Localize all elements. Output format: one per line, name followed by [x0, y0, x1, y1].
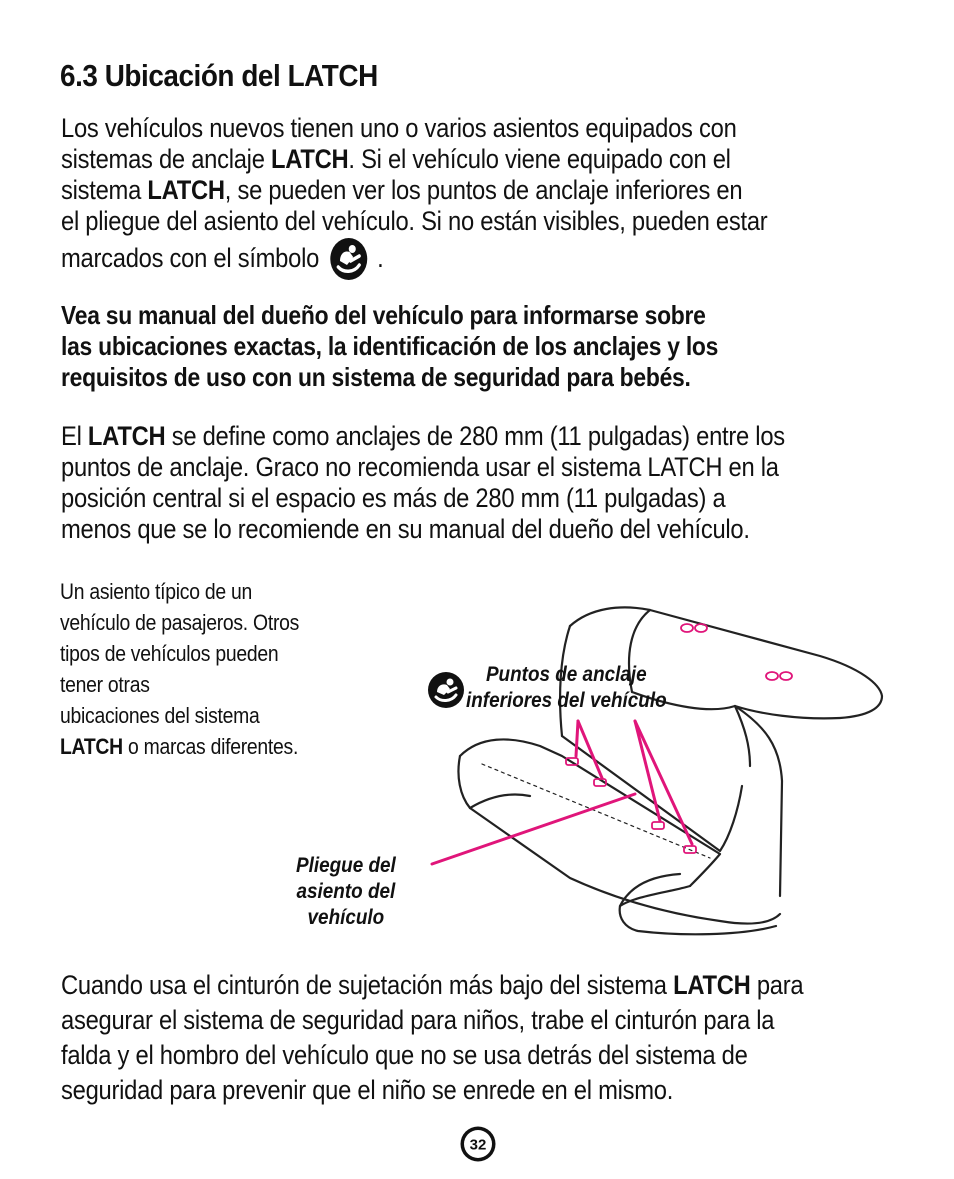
intro-paragraph: Los vehículos nuevos tienen uno o varios asientos equipados con sistemas de anclaje LATCH. Si el vehículo viene equipado con el sistema LATCH, se pueden ver los puntos de anclaje inferiores en el pliegue del asiento del vehículo. Si no están visibles, pueden estar marcados con el símbolo . — [61, 113, 767, 281]
latch-term: LATCH — [87, 421, 166, 451]
notice-paragraph: Vea su manual del dueño del vehículo para informarse sobre las ubicaciones exactas, la identificación de los anclajes y los requisitos de uso con un sistema de seguridad para bebés. — [61, 300, 719, 392]
latch-term: LATCH — [60, 734, 123, 759]
figure-caption: Un asiento típico de un vehículo de pasajeros. Otros tipos de vehículos pueden tener otras ubicaciones del sistema LATCH o marcas diferentes. — [60, 579, 300, 759]
section-heading: 6.3 Ubicación del LATCH — [60, 58, 378, 93]
page-number: 32 — [469, 1136, 487, 1154]
vehicle-seat-illustration — [420, 596, 900, 946]
latch-term: LATCH — [673, 970, 751, 1000]
definition-paragraph: El LATCH se define como anclajes de 280 mm (11 pulgadas) entre los puntos de anclaje. Graco no recomienda usar el sistema LATCH en la posición central si el espacio es más de 280 mm (11 pulgadas) a menos que se lo recomiende en su manual del dueño del vehículo. — [61, 421, 785, 544]
seat-back-side — [735, 706, 782, 896]
latch-term: LATCH — [147, 175, 225, 205]
anchor-mark-3 — [652, 822, 664, 829]
anchor-symbol-backrest-2 — [766, 672, 792, 680]
closing-paragraph: Cuando usa el cinturón de sujetación más bajo del sistema LATCH para asegurar el sistema de seguridad para niños, trabe el cinturón para la falda y el hombro del vehículo que no se usa detrás del sistema de seguridad para prevenir que el niño se enrede en el mismo. — [61, 970, 804, 1105]
page-number-badge — [459, 1125, 497, 1163]
latch-symbol-icon — [330, 237, 369, 281]
crease-label: Pliegue del asiento del vehículo — [296, 854, 396, 929]
seat-cushion-edge — [470, 795, 530, 809]
latch-figure-icon — [428, 672, 464, 708]
anchor-callout-line — [635, 721, 660, 821]
anchor-callout-line — [576, 721, 578, 756]
anchors-label: Puntos de anclaje inferiores del vehículo — [466, 663, 667, 712]
seat-cushion-top — [460, 739, 720, 886]
seat-cushion-side — [620, 886, 776, 934]
latch-term: LATCH — [270, 144, 349, 174]
